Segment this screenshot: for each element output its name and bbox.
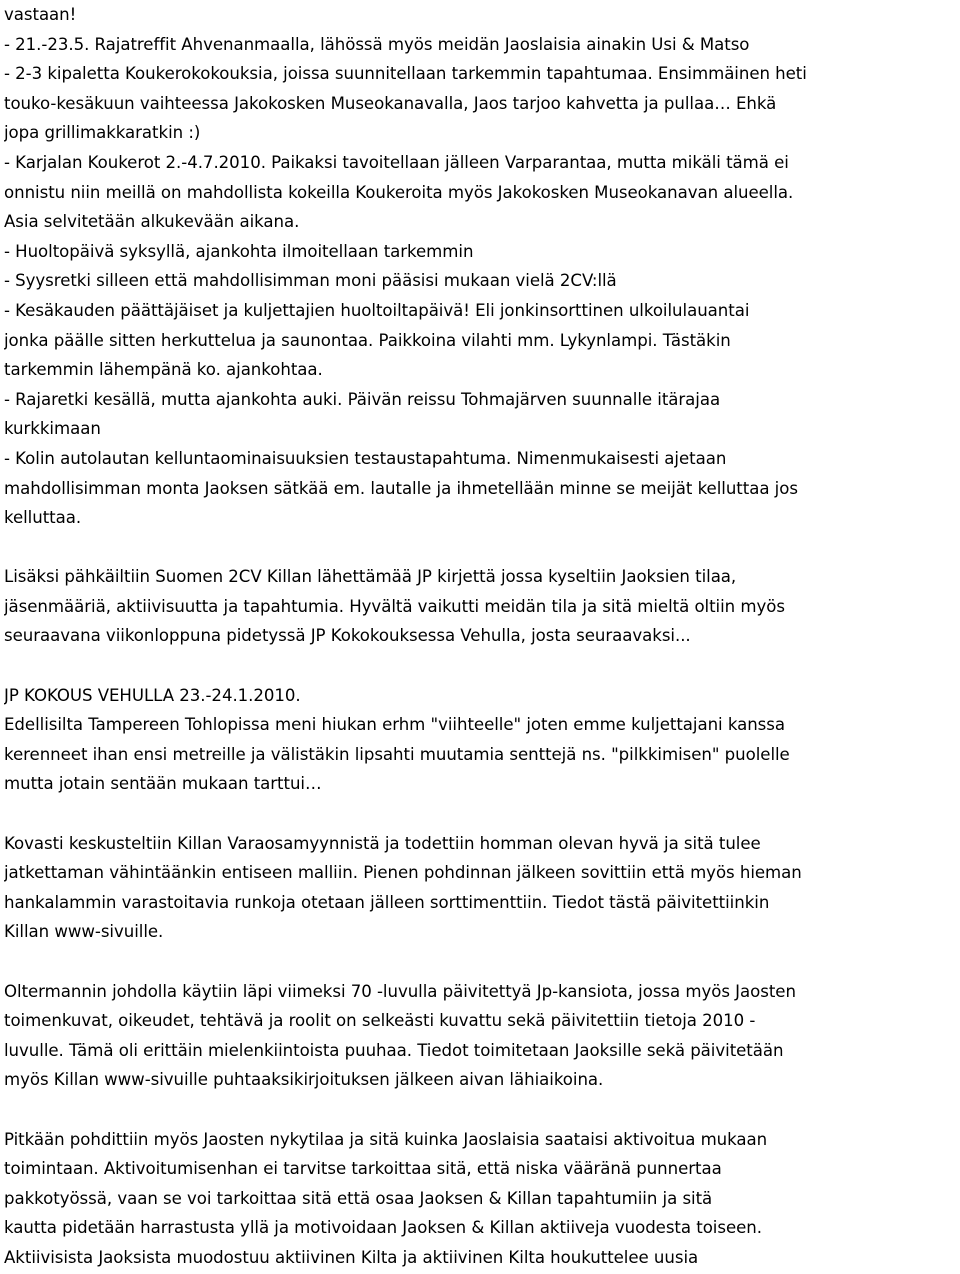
text-line: hankalammin varastoitavia runkoja otetaan jälleen sorttimenttiin. Tiedot tästä päivitettiinkin bbox=[4, 892, 770, 912]
text-line: kelluttaa. bbox=[4, 508, 82, 528]
text-line: Kovasti keskusteltiin Killan Varaosamyynnistä ja todettiin homman olevan hyvä ja sitä tulee bbox=[4, 833, 761, 853]
text-line: - Karjalan Koukerot 2.-4.7.2010. Paikaksi tavoitellaan jälleen Varparantaa, mutta mikäli tämä ei bbox=[4, 152, 789, 172]
text-line: myös Killan www-sivuille puhtaaksikirjoituksen jälkeen aivan lähiaikoina. bbox=[4, 1070, 604, 1090]
blank-line bbox=[4, 1095, 958, 1125]
document-body bbox=[4, 0, 958, 1273]
text-line: kurkkimaan bbox=[4, 419, 101, 439]
text-line: toimintaan. Aktivoitumisenhan ei tarvitse tarkoittaa sitä, että niska vääränä punnertaa bbox=[4, 1159, 722, 1179]
text-line: toimenkuvat, oikeudet, tehtävä ja roolit on selkeästi kuvattu sekä päivitettiin tietoja 2010 - bbox=[4, 1011, 756, 1031]
text-line: - Kolin autolautan kelluntaominaisuuksien testaustapahtuma. Nimenmukaisesti ajetaan bbox=[4, 448, 727, 468]
text-line: luvulle. Tämä oli erittäin mielenkiintoista puuhaa. Tiedot toimitetaan Jaoksille sekä päivitetään bbox=[4, 1040, 784, 1060]
text-line: kautta pidetään harrastusta yllä ja motivoidaan Jaoksen & Killan aktiiveja vuodesta toiseen. bbox=[4, 1218, 762, 1238]
text-line: onnistu niin meillä on mahdollista kokeilla Koukeroita myös Jakokosken Museokanavan alueella. bbox=[4, 182, 794, 202]
text-line: - Rajaretki kesällä, mutta ajankohta auki. Päivän reissu Tohmajärven suunnalle itärajaa bbox=[4, 389, 721, 409]
text-line: tarkemmin lähempänä ko. ajankohtaa. bbox=[4, 360, 323, 380]
text-line: kerenneet ihan ensi metreille ja välistäkin lipsahti muutamia senttejä ns. "pilkkimisen" puolelle bbox=[4, 744, 790, 764]
blank-line bbox=[4, 533, 958, 563]
text-line: jopa grillimakkaratkin :) bbox=[4, 123, 201, 143]
blank-line bbox=[4, 947, 958, 977]
blank-line bbox=[4, 651, 958, 681]
text-line: Lisäksi pähkäiltiin Suomen 2CV Killan lähettämää JP kirjettä jossa kyseltiin Jaoksien tilaa, bbox=[4, 567, 737, 587]
text-line: vastaan! bbox=[4, 5, 77, 24]
text-line: Edellisilta Tampereen Tohlopissa meni hiukan erhm "viihteelle" joten emme kuljettajani kanssa bbox=[4, 715, 785, 735]
text-line: touko-kesäkuun vaihteessa Jakokosken Museokanavalla, Jaos tarjoo kahvetta ja pullaa… Ehkä bbox=[4, 93, 777, 113]
text-line: Oltermannin johdolla käytiin läpi viimeksi 70 -luvulla päivitettyä Jp-kansiota, jossa myös Jaosten bbox=[4, 981, 796, 1001]
text-line: mutta jotain sentään mukaan tarttui… bbox=[4, 774, 322, 794]
text-line: jonka päälle sitten herkuttelua ja saunontaa. Paikkoina vilahti mm. Lykynlampi. Tästäkin bbox=[4, 330, 731, 350]
text-line: mahdollisimman monta Jaoksen sätkää em. lautalle ja ihmetellään minne se meijät kelluttaa jos bbox=[4, 478, 798, 498]
text-line: seuraavana viikonloppuna pidetyssä JP Kokokouksessa Vehulla, josta seuraavaksi... bbox=[4, 626, 691, 646]
text-line: - 21.-23.5. Rajatreffit Ahvenanmaalla, lähössä myös meidän Jaoslaisia ainakin Usi & Matso bbox=[4, 34, 750, 54]
section-heading: JP KOKOUS VEHULLA 23.-24.1.2010. bbox=[4, 685, 301, 705]
blank-line bbox=[4, 799, 958, 829]
text-line: - 2-3 kipaletta Koukerokokouksia, joissa suunnitellaan tarkemmin tapahtumaa. Ensimmäinen heti bbox=[4, 64, 807, 84]
text-line: - Kesäkauden päättäjäiset ja kuljettajien huoltoiltapäivä! Eli jonkinsorttinen ulkoilulauantai bbox=[4, 300, 750, 320]
text-line: pakkotyössä, vaan se voi tarkoittaa sitä että osaa Jaoksen & Killan tapahtumiin ja sitä bbox=[4, 1188, 713, 1208]
text-line: - Syysretki silleen että mahdollisimman moni pääsisi mukaan vielä 2CV:llä bbox=[4, 271, 617, 291]
text-line: jäsenmääriä, aktiivisuutta ja tapahtumia. Hyvältä vaikutti meidän tila ja sitä mieltä oltiin myös bbox=[4, 596, 785, 616]
text-line: Killan www-sivuille. bbox=[4, 922, 164, 942]
text-line: Pitkään pohdittiin myös Jaosten nykytilaa ja sitä kuinka Jaoslaisia saataisi aktivoitua mukaan bbox=[4, 1129, 768, 1149]
text-line: jatkettaman vähintäänkin entiseen malliin. Pienen pohdinnan jälkeen sovittiin että myös hieman bbox=[4, 863, 802, 883]
text-line: Aktiivisista Jaoksista muodostuu aktiivinen Kilta ja aktiivinen Kilta houkuttelee uusia bbox=[4, 1247, 699, 1267]
text-line: Asia selvitetään alkukevään aikana. bbox=[4, 212, 300, 232]
text-line: - Huoltopäivä syksyllä, ajankohta ilmoitellaan tarkemmin bbox=[4, 241, 474, 261]
